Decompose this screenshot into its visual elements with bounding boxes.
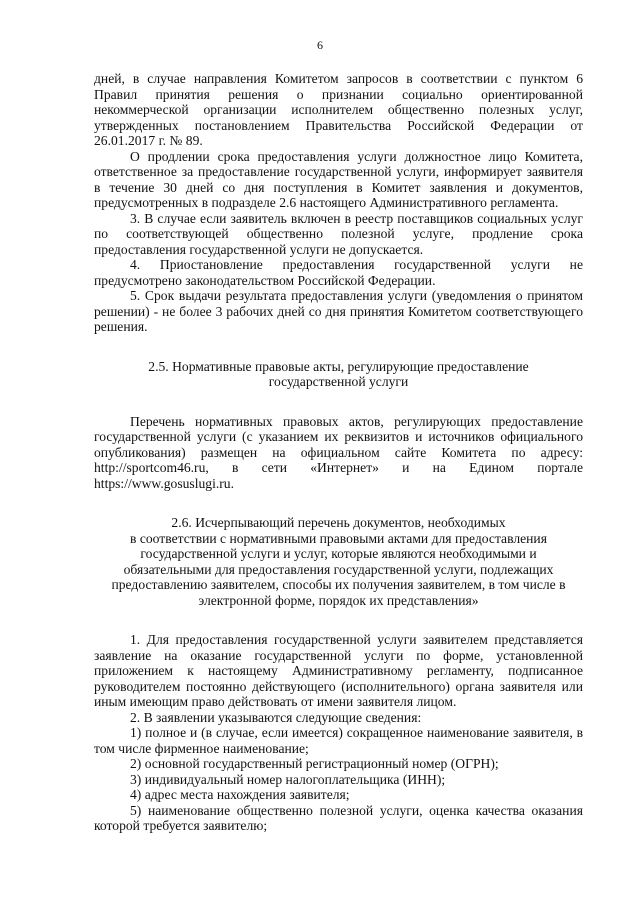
section-heading-2-5: [94, 359, 583, 390]
paragraph-item-5: 5. Срок выдачи результата предоставления услуги (уведомления о принятом решении) - не более 3 рабочих дней со дня принятия Комитетом соответствующего решения.: [94, 288, 583, 334]
list-item-address: 4) адрес места нахождения заявителя;: [130, 787, 350, 802]
page-number: 6: [317, 38, 323, 52]
list-item-service-name: 5) наименование общественно полезной услуги, оценка качества оказания которой требуется заявителю;: [94, 802, 583, 833]
heading-line: обязательными для предоставления государственной услуги, подлежащих: [123, 561, 554, 577]
heading-line: 2.5. Нормативные правовые акты, регулирующие предоставление: [148, 358, 529, 374]
paragraph-legal-acts: Перечень нормативных правовых актов, регулирующих предоставление государственной услуги (с указанием их реквизитов и источников официального опубликования) размещен на официальном сайте Комитета по адресу: http://sportcom46.ru, в сети «Интернет» и на Едином портале https://www.gosuslugi.ru.: [94, 413, 583, 491]
heading-line: 2.6. Исчерпывающий перечень документов, необходимых: [171, 515, 506, 530]
heading-line: предоставлению заявителем, способы их получения заявителем, в том числе в: [111, 577, 566, 592]
list-item-inn: 3) индивидуальный номер налогоплательщика (ИНН);: [130, 771, 446, 787]
paragraph-item-3: 3. В случае если заявитель включен в реестр поставщиков социальных услуг по соответствующей общественно полезной услуге, продление срока предоставления государственной услуги не допускается.: [94, 210, 583, 257]
paragraph-2-6-item-2: 2. В заявлении указываются следующие сведения:: [130, 709, 422, 725]
document-body: [94, 71, 583, 834]
paragraph-continuation: дней, в случае направления Комитетом запросов в соответствии с пунктом 6 Правил принятия решения о признании социально ориентированной некоммерческой организации исполнителем общественно полезных услуг, утвержденных постановлением Правительства Российской Федерации от 26.01.2017 г. № 89.: [94, 71, 583, 148]
list-item-name: 1) полное и (в случае, если имеется) сокращенное наименование заявителя, в том числе фирменное наименование;: [94, 725, 583, 756]
paragraph-extension-notice: О продлении срока предоставления услуги должностное лицо Комитета, ответственное за предоставление государственной услуги, информирует заявителя в течение 30 дней со дня поступления в Комитет заявления и документов, предусмотренных в подразделе 2.6 настоящего Административного регламента.: [94, 148, 583, 210]
list-item-ogrn: 2) основной государственный регистрационный номер (ОГРН);: [130, 756, 499, 771]
section-heading-2-6: [94, 515, 583, 608]
heading-line: государственной услуги: [268, 374, 409, 389]
heading-line: в соответствии с нормативными правовыми актами для предоставления: [130, 530, 547, 546]
paragraph-item-4: 4. Приостановление предоставления государственной услуги не предусмотрено законодательством Российской Федерации.: [94, 257, 583, 288]
heading-line: электронной форме, порядок их представления»: [198, 592, 479, 608]
paragraph-2-6-item-1: 1. Для предоставления государственной услуги заявителем представляется заявление на оказание государственной услуги по форме, установленной приложением к настоящему Административному регламенту, подписанное руководителем постоянно действующего (исполнительного) органа заявителя или иным имеющим право действовать от имени заявителя лицом.: [94, 632, 583, 709]
heading-line: государственной услуги и услуг, которые являются необходимыми и: [140, 546, 537, 561]
